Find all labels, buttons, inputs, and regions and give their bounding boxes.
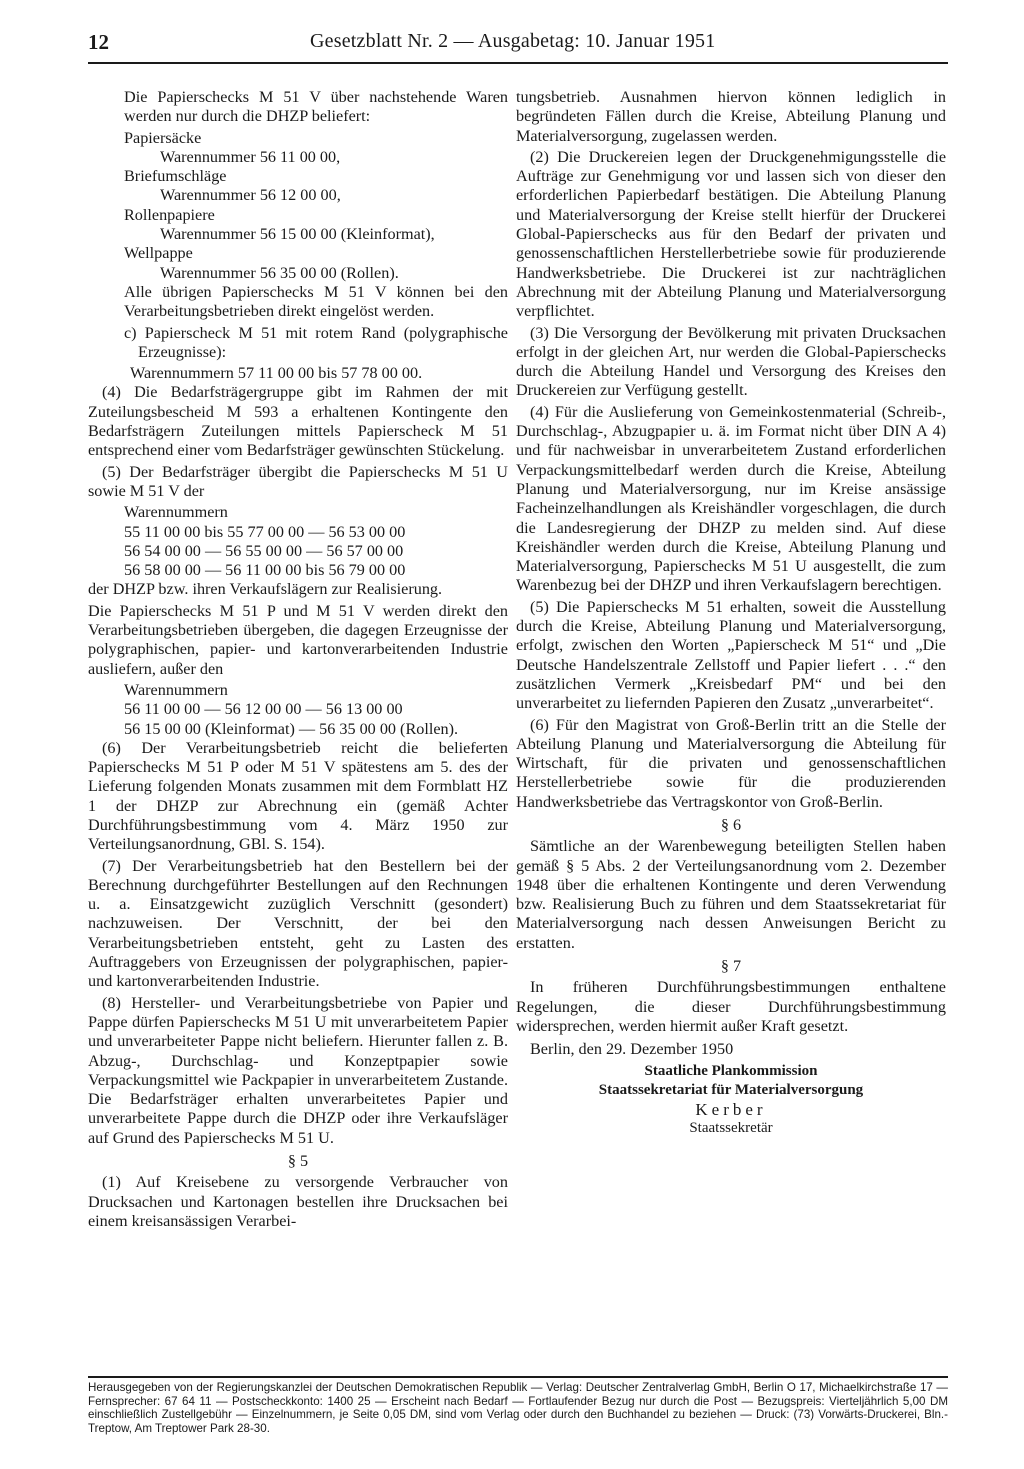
item-number: Warennummer 56 15 00 00 (Kleinformat), [160,225,435,244]
imprint: Herausgegeben von der Regierungskanzlei der Deutschen Demokratischen Republik — Verlag: Deutscher Zentralverlag GmbH, Berlin O 17, Michaelkirchstraße 17 — Fernsprecher: 67 64 11 — Postscheckkonto: 1400 25 — Erscheint nach Bedarf — Fortlaufender Bezug nur durch die Post — Bezugspreis: Vierteljährlich 5,00 DM einschließlich Zustellgebühr — Einzelnummern, je Seite 0,05 DM, sind vom Verlag oder durch den Buchhandel zu beziehen — Druck: (73) Vorwärts-Druckerei, Bln.-Treptow, Am Treptower Park 28-30. [88,1381,948,1435]
number-list [88,503,508,580]
left-column [88,88,508,1233]
item-label: Rollenpapiere [124,205,215,224]
paragraph: (6) Für den Magistrat von Groß-Berlin tritt an die Stelle der Abteilung Planung und Materialversorgung die Abteilung für Wirtschaft, für die privaten und genossenschaftlichen Herstellerbetriebe sowie für die produzierenden Handwerksbetriebe das Vertragskontor von Groß-Berlin. [516,715,946,811]
signature-org: Staatliche Plankommission [644,1062,818,1079]
page-header [88,30,948,62]
paragraph: (5) Die Papierschecks M 51 erhalten, soweit die Ausstellung durch die Kreise, Abteilung Planung und Materialversorgung, erfolgt, zwischen den Worten „Papierscheck M 51“ und „Die Deutsche Handelszentrale Zellstoff und Papier liefert . . .“ den zusätzlichen Vermerk „Kreisbedarf PM“ und bei den unverarbeitet zu liefernden Papieren den Zusatz „unverarbeitet“. [516,597,946,713]
item-label: Papiersäcke [124,128,202,147]
paragraph: (3) Die Versorgung der Bevölkerung mit privaten Drucksachen erfolgt in der gleichen Art, nur werden die Global-Papierschecks durch die Abteilung Handel und Versorgung des Kreises den Druckereien zur Verfügung gestellt. [516,323,946,400]
paragraph: In früheren Durchführungsbestimmungen enthaltene Regelungen, die dieser Durchführungsbestimmung widersprechen, werden hiermit außer Kraft gesetzt. [516,978,946,1035]
item-number: Warennummer 56 12 00 00, [160,186,341,205]
paragraph: Alle übrigen Papierschecks M 51 V können bei den Verarbeitungsbetrieben direkt eingelöst werden. [124,282,508,321]
section-heading: § 6 [720,815,742,834]
number-line: Warennummern [124,680,228,699]
signature-title: Staatssekretär [689,1120,773,1137]
paragraph: Sämtliche an der Warenbewegung beteiligten Stellen haben gemäß § 5 Abs. 2 der Verteilungsanordnung vom 2. Dezember 1948 über die erhaltenen Kontingente und deren Verwendung bzw. Realisierung Buch zu führen und dem Staatssekretariat für Materialversorgung nach dessen Anweisungen Bericht zu erstatten. [516,837,946,952]
paragraph: Die Papierschecks M 51 V über nachstehende Waren werden nur durch die DHZP beliefert: [124,88,508,126]
number-line: 56 15 00 00 (Kleinformat) — 56 35 00 00 (Rollen). [124,719,459,738]
header-rule [88,62,948,64]
paragraph: (6) Der Verarbeitungsbetrieb reicht die belieferten Papierschecks M 51 P oder M 51 V spätestens am 5. des der Lieferung folgenden Monats zusammen mit dem Formblatt HZ 1 der DHZP zur Abrechnung ein (gemäß Achter Durchführungsbestimmung vom 4. März 1950 zur Verteilungsanordnung, GBl. S. 154). [88,738,508,854]
paragraph: c) Papierscheck M 51 mit rotem Rand (polygraphische Erzeugnisse): [124,323,508,361]
paragraph: (4) Für die Auslieferung von Gemeinkostenmaterial (Schreib-, Durchschlag-, Abzugpapier u. ä. im Format nicht über DIN A 4) und für nachweisbar in unverarbeitetem Zustand erforderlichen Verpackungsmittelbedarf werden durch die Kreise, Abteilung Planung und Materialversorgung, nur im Kreise ansässige Facheinzelhandlungen als Kreishändler vorgeschlagen, die durch die Landesregierung der DHZP zu melden sind. Auf diese Kreishändler werden durch die Kreise, Abteilung Planung und Materialversorgung, Papierschecks M 51 U ausgestellt, die zum Warenbezug bei der DHZP und ihren Verkaufslagern berechtigen. [516,402,946,595]
paragraph: (8) Hersteller- und Verarbeitungsbetriebe von Papier und Pappe dürfen Papierschecks M 51 U mit unverarbeitetem Papier und unverarbeiteter Pappe nicht beliefern. Hierunter fallen z. B. Abzug-, Durchschlag- und Konzeptpapier sowie Verpackungsmittel wie Packpapier in unverarbeitetem Zustande. Die Bedarfsträger erhalten unverarbeitetes Papier und unverarbeitete Pappe durch die DHZP oder ihre Verkaufsläger auf Grund des Papierschecks M 51 U. [88,993,508,1147]
right-column [516,88,946,1139]
paragraph: der DHZP bzw. ihren Verkaufslägern zur Realisierung. [88,580,443,599]
paragraph: (1) Auf Kreisebene zu versorgende Verbraucher von Drucksachen und Kartonagen bestellen ihre Drucksachen bei einem kreisansässigen Verarbei- [88,1173,508,1230]
paragraph: (7) Der Verarbeitungsbetrieb hat den Bestellern bei der Berechnung durchgeführter Bestellungen auf den Rechnungen u. a. Einsatzgewicht zuzüglich Verschnitt (gesondert) nachzuweisen. Der Verschnitt, der bei den Verarbeitungsbetrieben entsteht, geht zu Lasten des Auftraggebers von Erzeugnissen der polygraphischen, papier- und kartonverarbeitenden Industrie. [88,856,508,991]
paragraph: (2) Die Druckereien legen der Druckgenehmigungsstelle die Aufträge zur Genehmigung vor und lassen sich von dieser den erforderlichen Papierbedarf bestätigen. Die Abteilung Planung und Materialversorgung der Kreise stellt hierfür der Druckerei Global-Papierschecks aus für den Bedarf der privaten und genossenschaftlichen Herstellerbetriebe sowie für produzierende Handwerksbetriebe. Die Druckerei ist zur nachträglichen Abrechnung mit der Abteilung Planung und Materialversorgung verpflichtet. [516,147,946,321]
number-line: 56 58 00 00 — 56 11 00 00 bis 56 79 00 00 [124,561,406,580]
page-number: 12 [88,30,109,54]
paragraph: tungsbetrieb. Ausnahmen hiervon können lediglich in begründeten Fällen durch die Kreise, Abteilung Planung und Materialversorgung, zugelassen werden. [516,88,946,145]
paragraph: Die Papierschecks M 51 P und M 51 V werden direkt den Verarbeitungsbetrieben übergeben, die dagegen Erzeugnisse der polygraphischen, papier- und kartonverarbeitenden Industrie ausliefern, außer den [88,601,508,678]
date-line: Berlin, den 29. Dezember 1950 [530,1040,734,1059]
footer-rule [88,1376,948,1378]
number-list [88,681,508,739]
item-list [88,129,508,283]
paragraph: (4) Die Bedarfsträgergruppe gibt im Rahmen der mit Zuteilungsbescheid M 593 a erhaltenen Kontingente den Bedarfsträgern Zuteilungen mittels Papierscheck M 51 entsprechend einer vom Bedarfsträger gewünschten Stückelung. [88,383,508,460]
item-label: Wellpappe [124,244,193,263]
item-label: Briefumschläge [124,167,227,186]
item-number: Warennummer 56 35 00 00 (Rollen). [160,263,399,282]
number-range: Warennummern 57 11 00 00 bis 57 78 00 00. [130,364,423,383]
section-heading: § 7 [720,957,742,976]
signature-org: Staatssekretariat für Materialversorgung [598,1081,864,1098]
paragraph: (5) Der Bedarfsträger übergibt die Papierschecks M 51 U sowie M 51 V der [88,462,508,500]
header-title: Gesetzblatt Nr. 2 — Ausgabetag: 10. Januar 1951 [310,30,716,52]
item-number: Warennummer 56 11 00 00, [160,147,341,166]
number-line: Warennummern [124,503,228,522]
number-line: 56 11 00 00 — 56 12 00 00 — 56 13 00 00 [124,700,403,719]
number-line: 56 54 00 00 — 56 55 00 00 — 56 57 00 00 [124,541,404,560]
number-line: 55 11 00 00 bis 55 77 00 00 — 56 53 00 00 [124,522,406,541]
section-heading: § 5 [287,1152,309,1171]
signature-name: Kerber [695,1100,767,1120]
